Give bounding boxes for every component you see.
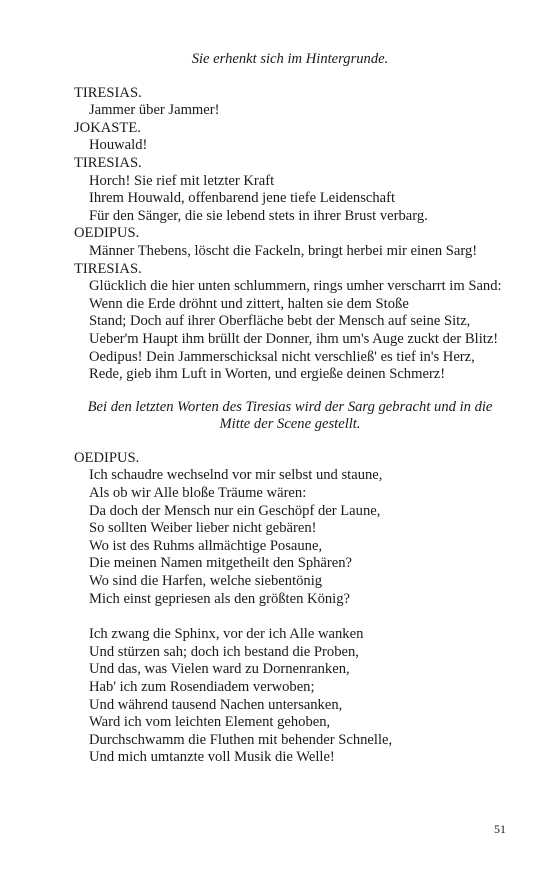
verse-line: Ich zwang die Sphinx, vor der ich Alle wanken [89,626,364,643]
verse-line: Ueber'm Haupt ihm brüllt der Donner, ihm um's Auge zuckt der Blitz! [89,330,499,347]
speaker-name: TIRESIAS. [74,154,142,171]
page-number: 51 [494,822,506,836]
stage-direction: Sie erhenkt sich im Hintergrunde. [191,51,389,67]
verse-line: Und mich umtanzte voll Musik die Welle! [89,749,335,766]
verse-line: Jammer über Jammer! [89,102,220,119]
verse-line: Ihrem Houwald, offenbarend jene tiefe Leidenschaft [89,190,396,207]
verse-line: Wo ist des Ruhms allmächtige Posaune, [89,537,323,554]
speaker-name: JOKASTE. [74,119,141,136]
speech [74,450,506,767]
speech [74,120,506,155]
verse-line: So sollten Weiber lieber nicht gebären! [89,520,317,537]
verse-line: Und während tausend Nachen untersanken, [89,696,343,713]
verse-line: Die meinen Namen mitgetheilt den Sphären? [89,555,353,572]
speaker-name: OEDIPUS. [74,449,140,466]
verse-line: Und stürzen sah; doch ich bestand die Proben, [89,643,359,660]
verse-line: Houwald! [89,137,148,154]
stanza-break [74,608,506,626]
speech [74,261,506,384]
verse-line: Stand; Doch auf ihrer Oberfläche bebt der Mensch auf seine Sitz, [89,313,471,330]
speaker-name: OEDIPUS. [74,225,140,242]
verse-line: Männer Thebens, löscht die Fackeln, bringt herbei mir einen Sarg! [89,242,478,259]
verse-line: Für den Sänger, die sie lebend stets in ihrer Brust verbarg. [89,207,428,224]
stage-direction: Bei den letzten Worten des Tiresias wird der Sarg gebracht und in die Mitte der Scene gestellt. [87,398,493,433]
verse-line: Ich schaudre wechselnd vor mir selbst und staune, [89,467,383,484]
verse-line: Horch! Sie rief mit letzter Kraft [89,172,275,189]
speaker-name: TIRESIAS. [74,84,142,101]
verse-line: Glücklich die hier unten schlummern, rings umher verscharrt im Sand: [89,278,502,295]
verse-line: Wenn die Erde dröhnt und zittert, halten sie dem Stoße [89,295,409,312]
speech [74,225,506,260]
verse-line: Hab' ich zum Rosendiadem verwoben; [89,679,315,695]
verse-line: Ward ich vom leichten Element gehoben, [89,714,331,731]
stanza [74,467,506,608]
verse-line: Mich einst gepriesen als den größten König? [89,590,350,607]
page-body [74,51,506,767]
speech [74,85,506,120]
verse-line: Als ob wir Alle bloße Träume wären: [89,485,307,502]
verse-line: Und das, was Vielen ward zu Dornenranken, [89,661,350,678]
speech [74,155,506,225]
verse-line: Da doch der Mensch nur ein Geschöpf der Laune, [89,502,381,519]
verse-line: Durchschwamm die Fluthen mit behender Schnelle, [89,731,393,748]
verse-line: Wo sind die Harfen, welche siebentönig [89,573,323,590]
verse-line: Rede, gieb ihm Luft in Worten, und ergieße deinen Schmerz! [89,366,446,383]
stanza [74,626,506,767]
speaker-name: TIRESIAS. [74,260,142,277]
verse-line: Oedipus! Dein Jammerschicksal nicht verschließ' es tief in's Herz, [89,348,475,365]
